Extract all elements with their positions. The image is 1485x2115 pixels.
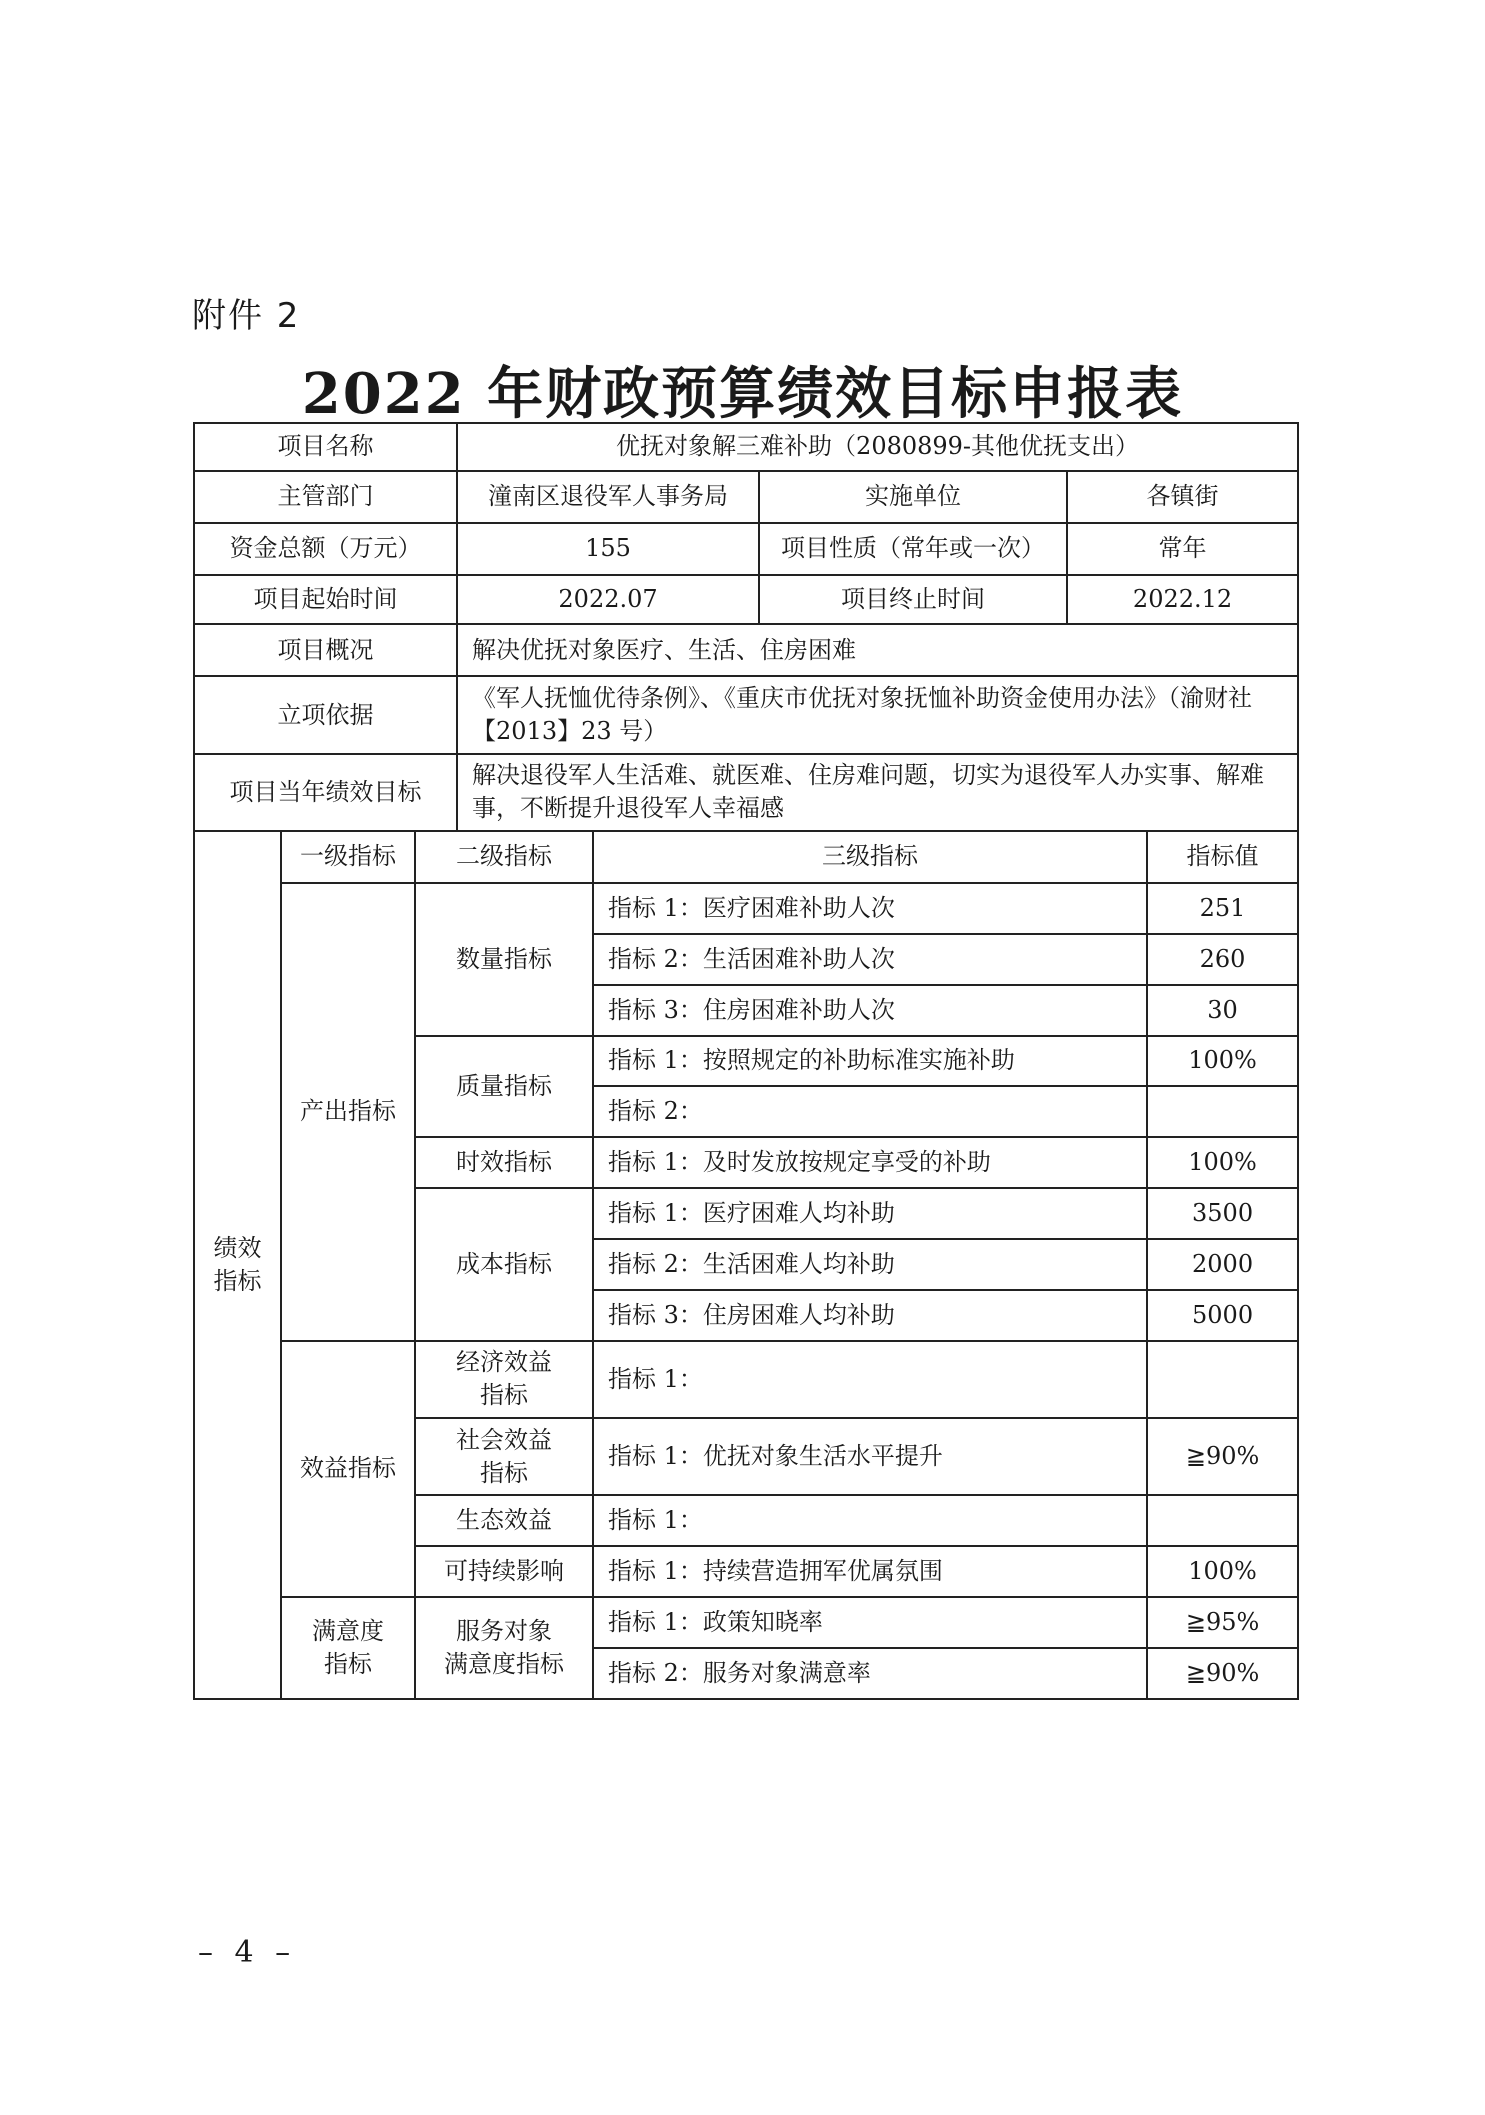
- impl-unit-label: 实施单位: [759, 471, 1067, 523]
- cost-indicator-3: 指标 3：住房困难人均补助: [593, 1290, 1147, 1341]
- service-indicator-2: 指标 2：服务对象满意率: [593, 1648, 1147, 1699]
- cost-indicator-2: 指标 2：生活困难人均补助: [593, 1239, 1147, 1290]
- performance-indicator-group-label: 绩效 指标: [194, 831, 281, 1699]
- service-value-1: ≧95%: [1147, 1597, 1298, 1648]
- row-dept: [194, 471, 1298, 523]
- nature-value: 常年: [1067, 523, 1298, 575]
- goal-label: 项目当年绩效目标: [194, 754, 457, 831]
- project-name-label: 项目名称: [194, 423, 457, 471]
- header-value: 指标值: [1147, 831, 1298, 883]
- end-value: 2022.12: [1067, 575, 1298, 625]
- social-indicator-1: 指标 1：优抚对象生活水平提升: [593, 1418, 1147, 1495]
- economic-value-1: [1147, 1341, 1298, 1418]
- quantity-indicator-3: 指标 3：住房困难补助人次: [593, 985, 1147, 1036]
- basis-label: 立项依据: [194, 676, 457, 753]
- quantity-indicator-1: 指标 1：医疗困难补助人次: [593, 883, 1147, 934]
- satisfaction-indicator-label: 满意度 指标: [281, 1597, 415, 1699]
- row-goal: [194, 754, 1298, 831]
- header-level2: 二级指标: [415, 831, 593, 883]
- social-value-1: ≧90%: [1147, 1418, 1298, 1495]
- economic-indicator-1: 指标 1：: [593, 1341, 1147, 1418]
- row-time: [194, 575, 1298, 625]
- quality-indicator-label: 质量指标: [415, 1036, 593, 1138]
- row-basis: [194, 676, 1298, 753]
- quality-indicator-2: 指标 2：: [593, 1086, 1147, 1137]
- timeliness-indicator-1: 指标 1：及时发放按规定享受的补助: [593, 1137, 1147, 1188]
- funds-label: 资金总额（万元）: [194, 523, 457, 575]
- quality-value-2: [1147, 1086, 1298, 1137]
- header-level3: 三级指标: [593, 831, 1147, 883]
- service-indicator-1: 指标 1：政策知晓率: [593, 1597, 1147, 1648]
- quantity-value-2: 260: [1147, 934, 1298, 985]
- start-label: 项目起始时间: [194, 575, 457, 625]
- sustain-indicator-1: 指标 1：持续营造拥军优属氛围: [593, 1546, 1147, 1597]
- sustain-indicator-label: 可持续影响: [415, 1546, 593, 1597]
- end-label: 项目终止时间: [759, 575, 1067, 625]
- quality-indicator-1: 指标 1：按照规定的补助标准实施补助: [593, 1036, 1147, 1087]
- timeliness-value-1: 100%: [1147, 1137, 1298, 1188]
- row-indicator-header: [194, 831, 1298, 883]
- start-value: 2022.07: [457, 575, 759, 625]
- dept-label: 主管部门: [194, 471, 457, 523]
- ecology-indicator-1: 指标 1：: [593, 1495, 1147, 1546]
- benefit-indicator-label: 效益指标: [281, 1341, 415, 1597]
- table-row: [194, 1597, 1298, 1648]
- economic-indicator-label: 经济效益 指标: [415, 1341, 593, 1418]
- cost-value-3: 5000: [1147, 1290, 1298, 1341]
- funds-value: 155: [457, 523, 759, 575]
- quantity-indicator-label: 数量指标: [415, 883, 593, 1036]
- basis-value: 《军人抚恤优待条例》、《重庆市优抚对象抚恤补助资金使用办法》（渝财社【2013】23 号）: [457, 676, 1298, 753]
- quantity-indicator-2: 指标 2：生活困难补助人次: [593, 934, 1147, 985]
- overview-label: 项目概况: [194, 624, 457, 676]
- page-title: 2022 年财政预算绩效目标申报表: [301, 361, 1184, 427]
- service-satisfaction-label: 服务对象 满意度指标: [415, 1597, 593, 1699]
- cost-indicator-1: 指标 1：医疗困难人均补助: [593, 1188, 1147, 1239]
- cost-value-1: 3500: [1147, 1188, 1298, 1239]
- social-indicator-label: 社会效益 指标: [415, 1418, 593, 1495]
- attachment-label: 附件 2: [192, 296, 301, 336]
- dept-value: 潼南区退役军人事务局: [457, 471, 759, 523]
- sustain-value-1: 100%: [1147, 1546, 1298, 1597]
- quality-value-1: 100%: [1147, 1036, 1298, 1087]
- quantity-value-1: 251: [1147, 883, 1298, 934]
- cost-indicator-label: 成本指标: [415, 1188, 593, 1341]
- service-value-2: ≧90%: [1147, 1648, 1298, 1699]
- row-funds: [194, 523, 1298, 575]
- overview-value: 解决优抚对象医疗、生活、住房困难: [457, 624, 1298, 676]
- timeliness-indicator-label: 时效指标: [415, 1137, 593, 1188]
- row-project-name: [194, 423, 1298, 471]
- impl-unit-value: 各镇街: [1067, 471, 1298, 523]
- quantity-value-3: 30: [1147, 985, 1298, 1036]
- ecology-indicator-label: 生态效益: [415, 1495, 593, 1546]
- header-level1: 一级指标: [281, 831, 415, 883]
- cost-value-2: 2000: [1147, 1239, 1298, 1290]
- table-row: [194, 1341, 1298, 1418]
- output-indicator-label: 产出指标: [281, 883, 415, 1341]
- table-row: [194, 883, 1298, 934]
- ecology-value-1: [1147, 1495, 1298, 1546]
- row-overview: [194, 624, 1298, 676]
- project-name-value: 优抚对象解三难补助（2080899-其他优抚支出）: [457, 423, 1298, 471]
- page-number: – 4 –: [198, 1935, 297, 1970]
- nature-label: 项目性质（常年或一次）: [759, 523, 1067, 575]
- budget-form-table: [193, 422, 1299, 1700]
- goal-value: 解决退役军人生活难、就医难、住房难问题，切实为退役军人办实事、解难事，不断提升退役军人幸福感: [457, 754, 1298, 831]
